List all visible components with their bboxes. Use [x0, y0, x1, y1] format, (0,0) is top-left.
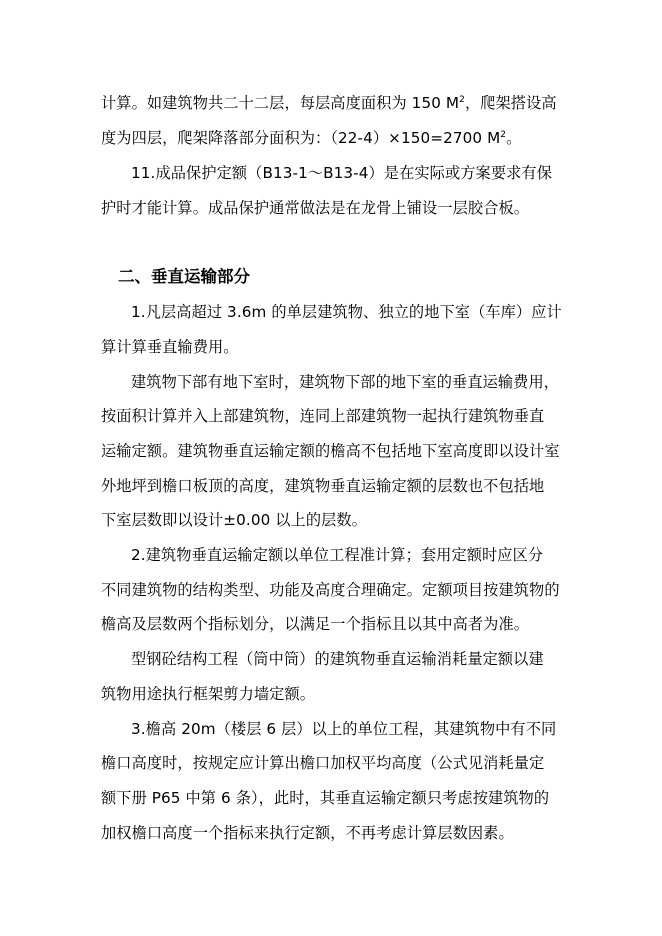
paragraph-line: 外地坪到檐口板顶的高度，建筑物垂直运输定额的层数也不包括地: [101, 477, 545, 495]
paragraph-line: 1.凡层高超过 3.6m 的单层建筑物、独立的地下室（车库）应计: [131, 303, 562, 321]
paragraph-line: 檐高及层数两个指标划分，以满足一个指标且以其中高者为准。: [101, 615, 530, 633]
paragraph-line: 计算。如建筑物共二十二层，每层高度面积为 150 $M^2$，爬架搭设高: [101, 94, 557, 112]
paragraph-line: 护时才能计算。成品保护通常做法是在龙骨上铺设一层胶合板。: [101, 199, 530, 217]
paragraph-line: 型钢砼结构工程（筒中筒）的建筑物垂直运输消耗量定额以建: [131, 650, 544, 668]
paragraph-line: 3.檐高 20m（楼层 6 层）以上的单位工程，其建筑物中有不同: [131, 720, 557, 738]
paragraph-line: 运输定额。建筑物垂直运输定额的檐高不包括地下室高度即以设计室: [101, 442, 560, 460]
paragraph-line: 度为四层，爬架降落部分面积为：（22-4）×150=2700 $M^2$。: [101, 129, 522, 147]
paragraph-line: 下室层数即以设计±0.00 以上的层数。: [101, 511, 367, 529]
paragraph-line: 2.建筑物垂直运输定额以单位工程准计算；套用定额时应区分: [131, 546, 544, 564]
paragraph-line: 按面积计算并入上部建筑物，连同上部建筑物一起执行建筑物垂直: [101, 407, 545, 425]
paragraph-line: 檐口高度时，按规定应计算出檐口加权平均高度（公式见消耗量定: [101, 754, 545, 772]
section-heading: 二、垂直运输部分: [118, 267, 250, 286]
paragraph-line: 加权檐口高度一个指标来执行定额，不再考虑计算层数因素。: [101, 824, 514, 842]
paragraph-line: 不同建筑物的结构类型、功能及高度合理确定。定额项目按建筑物的: [101, 581, 560, 599]
paragraph-line: 建筑物下部有地下室时，建筑物下部的地下室的垂直运输费用，: [131, 373, 560, 391]
superscript: 2: [459, 95, 465, 105]
paragraph-line: 额下册 P65 中第 6 条），此时，其垂直运输定额只考虑按建筑物的: [101, 789, 550, 807]
superscript: 2: [500, 130, 507, 140]
paragraph-line: 算计算垂直输费用。: [101, 338, 239, 356]
paragraph-line: 筑物用途执行框架剪力墙定额。: [101, 685, 316, 703]
paragraph-line: 11.成品保护定额（B13-1～B13-4）是在实际或方案要求有保: [131, 164, 552, 182]
